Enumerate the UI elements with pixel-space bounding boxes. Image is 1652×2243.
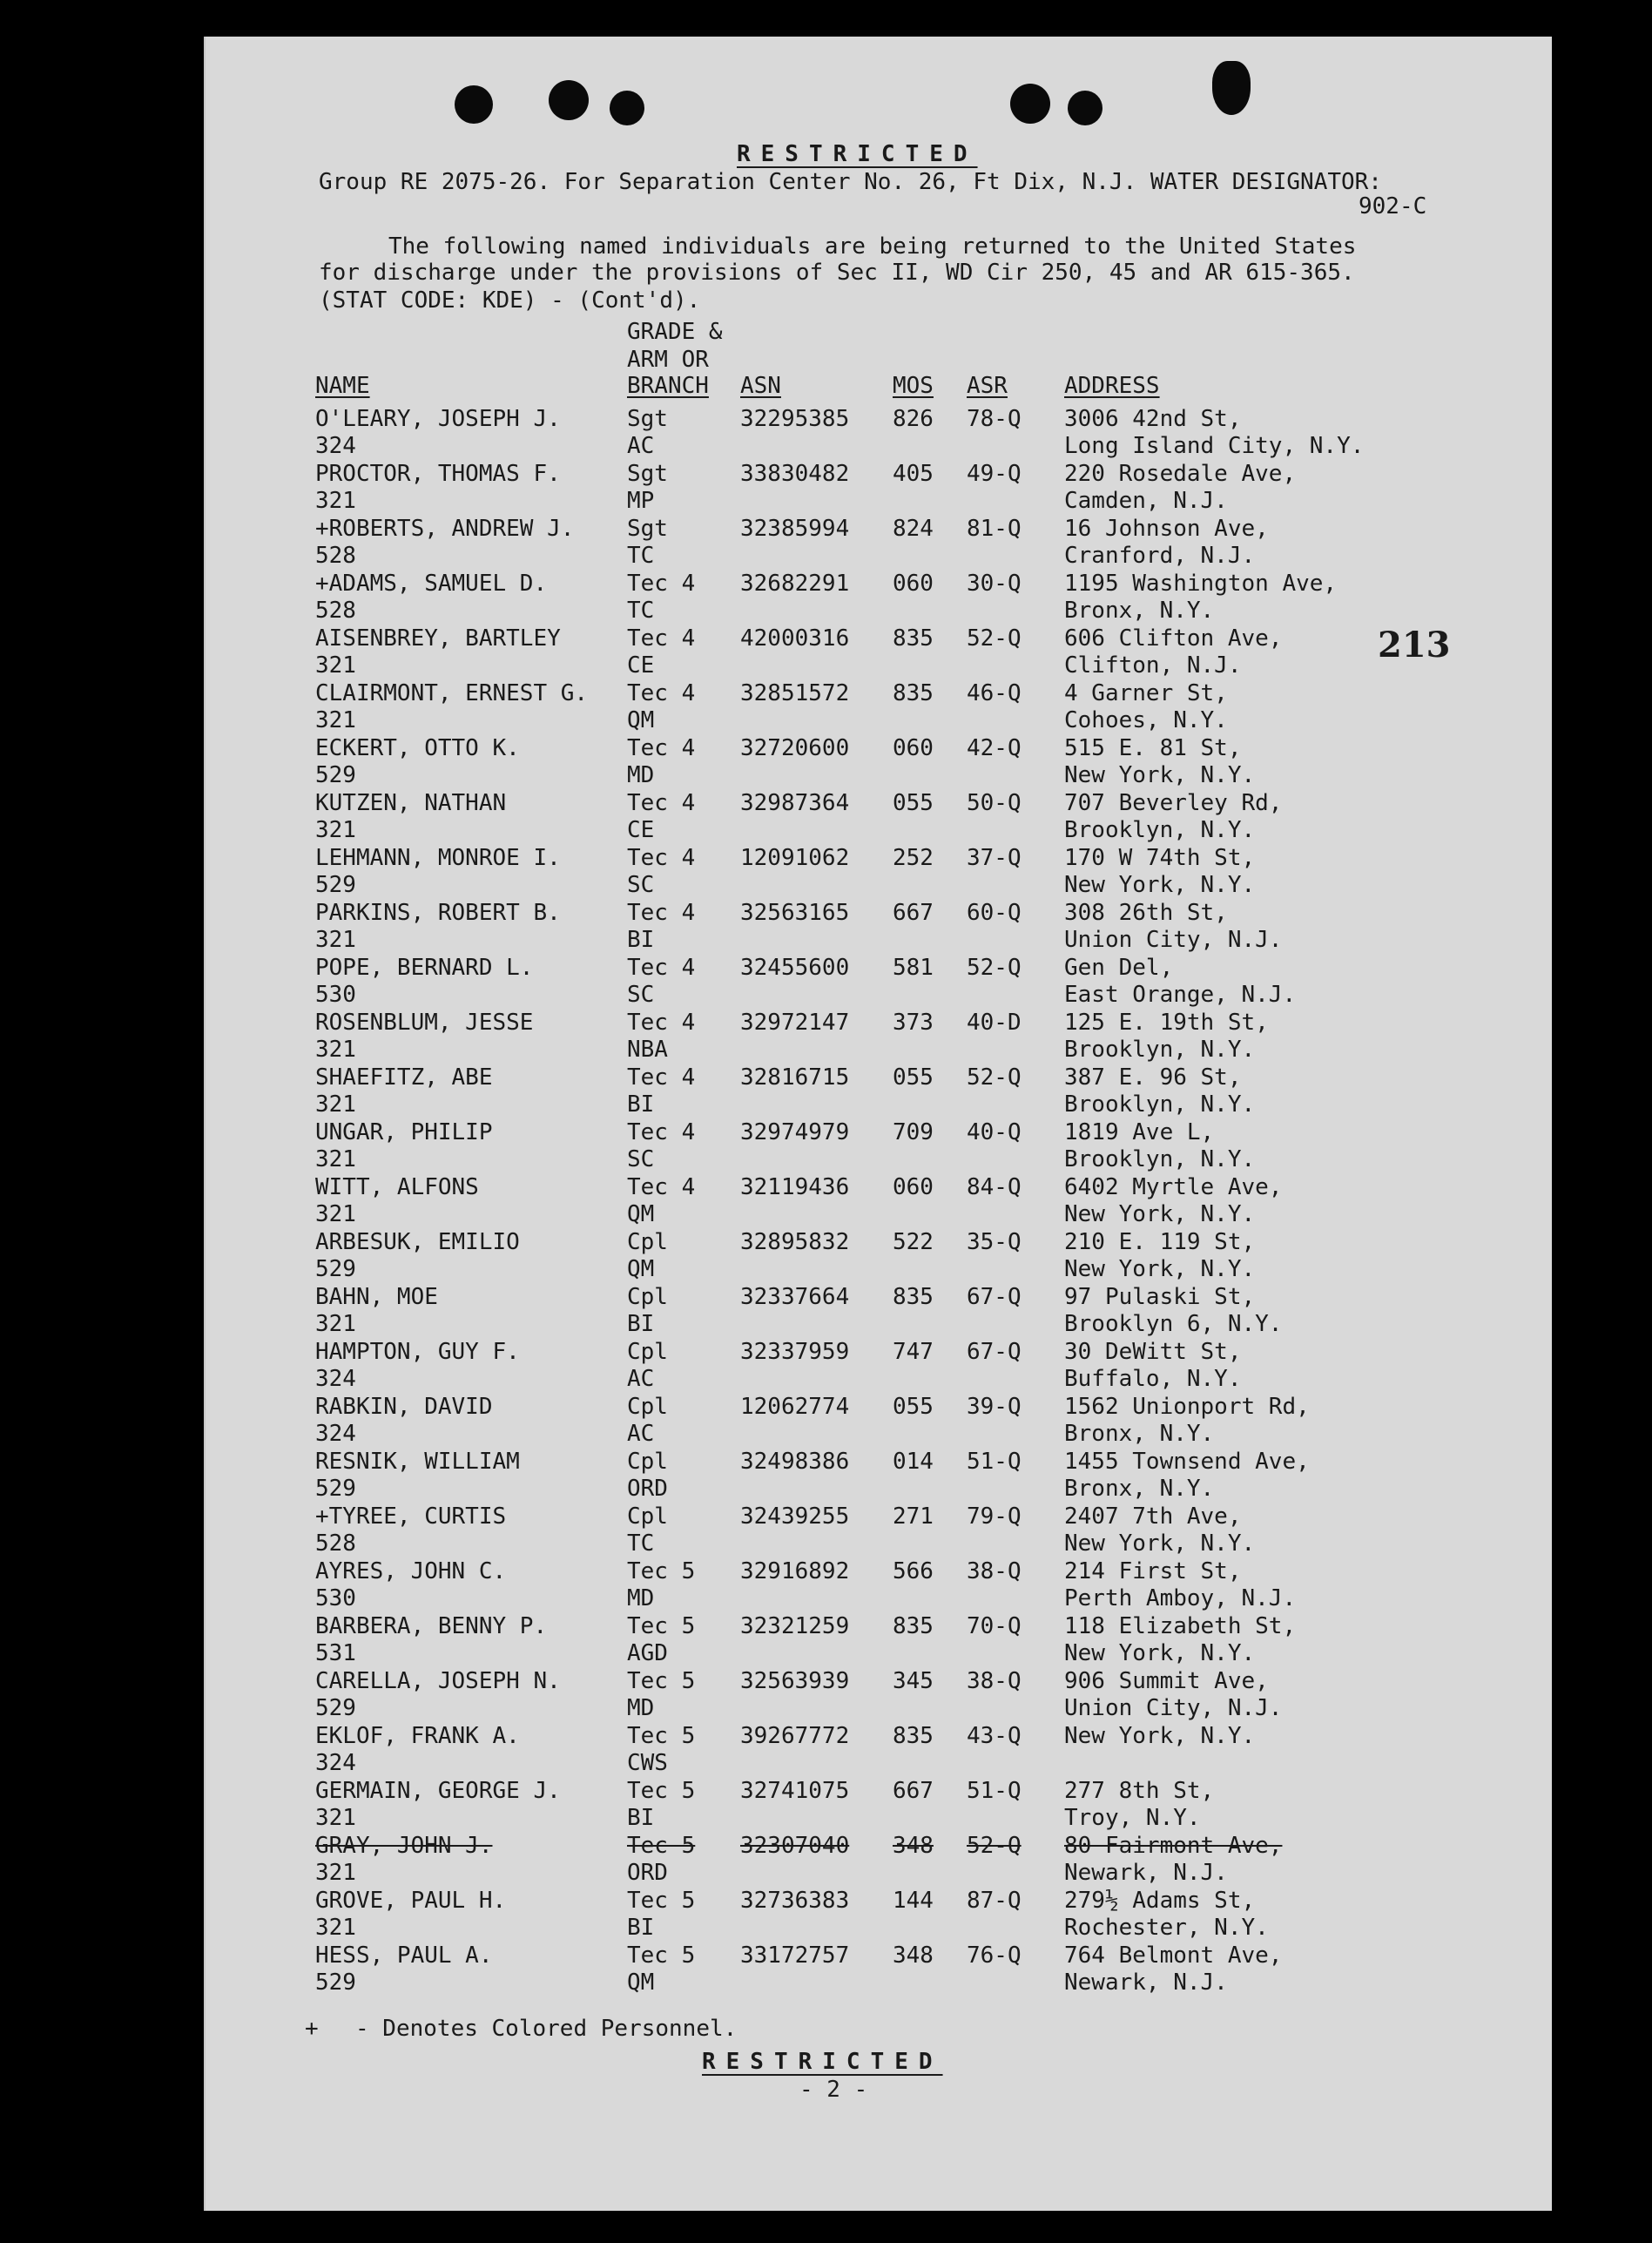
row-mos: 373: [893, 1010, 934, 1036]
row-address-line-1: 214 First St,: [1064, 1558, 1242, 1584]
row-branch: QM: [627, 1256, 655, 1282]
row-mos: 348: [893, 1833, 934, 1859]
row-branch: MD: [627, 1695, 655, 1721]
row-mos: 824: [893, 516, 934, 542]
row-address-line-2: New York, N.Y.: [1064, 1530, 1256, 1557]
row-name: KUTZEN, NATHAN: [315, 790, 507, 816]
row-unit-code: 531: [315, 1640, 356, 1666]
row-grade: Tec 5: [627, 1668, 696, 1694]
row-branch: MD: [627, 1585, 655, 1611]
row-unit-code: 529: [315, 762, 356, 788]
row-grade: Tec 5: [627, 1613, 696, 1639]
row-asr: 79-Q: [967, 1503, 1022, 1530]
row-grade: Tec 4: [627, 1010, 696, 1036]
row-address-line-2: Union City, N.J.: [1064, 927, 1283, 953]
row-name: POPE, BERNARD L.: [315, 955, 534, 981]
row-mos: 709: [893, 1119, 934, 1145]
row-address-line-2: Bronx, N.Y.: [1064, 1421, 1215, 1447]
row-name: ECKERT, OTTO K.: [315, 735, 520, 761]
row-name: PARKINS, ROBERT B.: [315, 900, 561, 926]
punch-hole: [549, 80, 589, 120]
column-header-branch: BRANCH: [627, 373, 709, 399]
row-address-line-1: 125 E. 19th St,: [1064, 1010, 1269, 1036]
row-address-line-1: 6402 Myrtle Ave,: [1064, 1174, 1283, 1200]
row-asr: 70-Q: [967, 1613, 1022, 1639]
row-branch: BI: [627, 1805, 655, 1831]
row-asn: 33172757: [740, 1942, 850, 1969]
row-grade: Tec 4: [627, 845, 696, 871]
row-mos: 835: [893, 1284, 934, 1310]
row-branch: BI: [627, 1915, 655, 1941]
row-asr: 30-Q: [967, 571, 1022, 597]
row-asn: 32337664: [740, 1284, 850, 1310]
row-asn: 12062774: [740, 1394, 850, 1420]
row-grade: Sgt: [627, 461, 668, 487]
row-branch: TC: [627, 598, 655, 624]
row-branch: SC: [627, 982, 655, 1008]
row-asr: 67-Q: [967, 1339, 1022, 1365]
row-branch: AC: [627, 1421, 655, 1447]
stamp-number: 213: [1378, 625, 1451, 665]
row-asr: 60-Q: [967, 900, 1022, 926]
row-unit-code: 324: [315, 1366, 356, 1392]
row-mos: 014: [893, 1449, 934, 1475]
row-grade: Cpl: [627, 1229, 668, 1255]
row-asn: 12091062: [740, 845, 850, 871]
restricted-heading-bottom: RESTRICTED: [702, 2049, 943, 2075]
row-address-line-2: Camden, N.J.: [1064, 488, 1228, 514]
row-name: AISENBREY, BARTLEY: [315, 625, 561, 652]
row-address-line-1: Gen Del,: [1064, 955, 1174, 981]
row-asn: 32498386: [740, 1449, 850, 1475]
row-asn: 32972147: [740, 1010, 850, 1036]
row-asn: 32295385: [740, 406, 850, 432]
row-grade: Tec 4: [627, 790, 696, 816]
row-mos: 348: [893, 1942, 934, 1969]
row-address-line-1: 606 Clifton Ave,: [1064, 625, 1283, 652]
row-asn: 32563165: [740, 900, 850, 926]
row-name: SHAEFITZ, ABE: [315, 1064, 493, 1091]
row-unit-code: 529: [315, 1969, 356, 1996]
row-address-line-1: 80 Fairmont Ave,: [1064, 1833, 1283, 1859]
row-unit-code: 321: [315, 1037, 356, 1063]
row-asr: 40-D: [967, 1010, 1022, 1036]
row-mos: 667: [893, 900, 934, 926]
row-name: O'LEARY, JOSEPH J.: [315, 406, 561, 432]
row-asn: 32439255: [740, 1503, 850, 1530]
row-address-line-2: New York, N.Y.: [1064, 1201, 1256, 1227]
row-address-line-1: 906 Summit Ave,: [1064, 1668, 1269, 1694]
row-mos: 055: [893, 1394, 934, 1420]
row-name: WITT, ALFONS: [315, 1174, 479, 1200]
row-asn: 32337959: [740, 1339, 850, 1365]
row-mos: 835: [893, 625, 934, 652]
row-asr: 42-Q: [967, 735, 1022, 761]
row-branch: AGD: [627, 1640, 668, 1666]
row-name: CARELLA, JOSEPH N.: [315, 1668, 561, 1694]
row-address-line-2: New York, N.Y.: [1064, 762, 1256, 788]
row-name: +ROBERTS, ANDREW J.: [315, 516, 575, 542]
row-asr: 39-Q: [967, 1394, 1022, 1420]
row-asn: 32720600: [740, 735, 850, 761]
row-address-line-2: Brooklyn, N.Y.: [1064, 817, 1256, 843]
row-mos: 060: [893, 571, 934, 597]
row-mos: 405: [893, 461, 934, 487]
row-mos: 144: [893, 1888, 934, 1914]
row-unit-code: 321: [315, 927, 356, 953]
row-grade: Cpl: [627, 1339, 668, 1365]
row-address-line-2: Perth Amboy, N.J.: [1064, 1585, 1297, 1611]
row-grade: Sgt: [627, 406, 668, 432]
row-address-line-1: 3006 42nd St,: [1064, 406, 1242, 432]
row-grade: Tec 5: [627, 1778, 696, 1804]
row-grade: Cpl: [627, 1394, 668, 1420]
row-name: GERMAIN, GEORGE J.: [315, 1778, 561, 1804]
row-mos: 345: [893, 1668, 934, 1694]
row-branch: TC: [627, 1530, 655, 1557]
column-header-grade-2: ARM OR: [627, 347, 709, 373]
row-unit-code: 321: [315, 1311, 356, 1337]
row-address-line-1: 1195 Washington Ave,: [1064, 571, 1338, 597]
row-grade: Tec 4: [627, 1119, 696, 1145]
column-header-mos: MOS: [893, 373, 934, 399]
row-mos: 055: [893, 1064, 934, 1091]
row-grade: Tec 4: [627, 735, 696, 761]
row-asn: 32916892: [740, 1558, 850, 1584]
row-asr: 35-Q: [967, 1229, 1022, 1255]
row-grade: Cpl: [627, 1449, 668, 1475]
row-asn: 32741075: [740, 1778, 850, 1804]
row-mos: 747: [893, 1339, 934, 1365]
row-address-line-2: Buffalo, N.Y.: [1064, 1366, 1242, 1392]
row-branch: QM: [627, 1969, 655, 1996]
row-asn: 32455600: [740, 955, 850, 981]
row-address-line-2: Brooklyn, N.Y.: [1064, 1037, 1256, 1063]
row-unit-code: 321: [315, 817, 356, 843]
row-grade: Tec 4: [627, 955, 696, 981]
row-unit-code: 321: [315, 1146, 356, 1172]
row-address-line-1: 4 Garner St,: [1064, 680, 1228, 706]
row-name: HESS, PAUL A.: [315, 1942, 493, 1969]
row-asn: 32736383: [740, 1888, 850, 1914]
punch-hole: [610, 91, 644, 125]
row-address-line-2: Long Island City, N.Y.: [1064, 433, 1365, 459]
row-address-line-2: Rochester, N.Y.: [1064, 1915, 1269, 1941]
row-name: LEHMANN, MONROE I.: [315, 845, 561, 871]
row-address-line-1: 1455 Townsend Ave,: [1064, 1449, 1310, 1475]
row-branch: BI: [627, 927, 655, 953]
row-asr: 87-Q: [967, 1888, 1022, 1914]
row-asr: 52-Q: [967, 1833, 1022, 1859]
row-asr: 38-Q: [967, 1668, 1022, 1694]
row-unit-code: 324: [315, 1421, 356, 1447]
row-name: HAMPTON, GUY F.: [315, 1339, 520, 1365]
row-unit-code: 530: [315, 1585, 356, 1611]
row-asn: 42000316: [740, 625, 850, 652]
intro-line-2: for discharge under the provisions of Sec II, WD Cir 250, 45 and AR 615-365.: [319, 260, 1355, 286]
row-grade: Tec 4: [627, 1064, 696, 1091]
row-name: EKLOF, FRANK A.: [315, 1723, 520, 1749]
row-address-line-1: 1562 Unionport Rd,: [1064, 1394, 1310, 1420]
row-unit-code: 528: [315, 1530, 356, 1557]
row-address-line-1: 220 Rosedale Ave,: [1064, 461, 1297, 487]
row-branch: SC: [627, 1146, 655, 1172]
row-branch: ORD: [627, 1860, 668, 1886]
row-asn: 33830482: [740, 461, 850, 487]
row-branch: SC: [627, 872, 655, 898]
row-address-line-1: 277 8th St,: [1064, 1778, 1215, 1804]
water-designator-value: 902-C: [1359, 193, 1427, 220]
row-grade: Tec 5: [627, 1833, 696, 1859]
row-address-line-1: 515 E. 81 St,: [1064, 735, 1242, 761]
row-asr: 51-Q: [967, 1778, 1022, 1804]
row-unit-code: 321: [315, 1860, 356, 1886]
row-unit-code: 324: [315, 433, 356, 459]
row-grade: Tec 4: [627, 625, 696, 652]
restricted-heading-top: RESTRICTED: [737, 141, 978, 167]
column-header-grade-1: GRADE &: [627, 319, 723, 345]
row-address-line-1: 764 Belmont Ave,: [1064, 1942, 1283, 1969]
row-grade: Tec 4: [627, 900, 696, 926]
row-name: ROSENBLUM, JESSE: [315, 1010, 534, 1036]
row-asn: 32321259: [740, 1613, 850, 1639]
row-address-line-2: Clifton, N.J.: [1064, 652, 1242, 679]
row-unit-code: 321: [315, 652, 356, 679]
row-asn: 32563939: [740, 1668, 850, 1694]
row-asr: 78-Q: [967, 406, 1022, 432]
row-name: GROVE, PAUL H.: [315, 1888, 507, 1914]
row-address-line-2: Cohoes, N.Y.: [1064, 707, 1228, 733]
row-mos: 835: [893, 1613, 934, 1639]
row-unit-code: 529: [315, 1256, 356, 1282]
row-mos: 060: [893, 735, 934, 761]
intro-line-3: (STAT CODE: KDE) - (Cont'd).: [319, 287, 701, 314]
row-asn: 39267772: [740, 1723, 850, 1749]
row-branch: TC: [627, 543, 655, 569]
row-address-line-2: Troy, N.Y.: [1064, 1805, 1201, 1831]
row-branch: CE: [627, 652, 655, 679]
row-name: CLAIRMONT, ERNEST G.: [315, 680, 589, 706]
row-asn: 32987364: [740, 790, 850, 816]
row-asn: 32851572: [740, 680, 850, 706]
row-address-line-2: East Orange, N.J.: [1064, 982, 1297, 1008]
row-name: +ADAMS, SAMUEL D.: [315, 571, 548, 597]
legend-text: - Denotes Colored Personnel.: [355, 2016, 738, 2042]
row-unit-code: 529: [315, 1695, 356, 1721]
row-grade: Tec 4: [627, 680, 696, 706]
row-unit-code: 321: [315, 1915, 356, 1941]
row-address-line-1: 97 Pulaski St,: [1064, 1284, 1256, 1310]
row-address-line-2: New York, N.Y.: [1064, 1640, 1256, 1666]
row-name: RESNIK, WILLIAM: [315, 1449, 520, 1475]
row-unit-code: 321: [315, 1091, 356, 1118]
row-branch: AC: [627, 1366, 655, 1392]
row-address-line-1: 118 Elizabeth St,: [1064, 1613, 1297, 1639]
row-address-line-1: 279½ Adams St,: [1064, 1888, 1256, 1914]
row-address-line-2: Bronx, N.Y.: [1064, 598, 1215, 624]
row-grade: Tec 5: [627, 1723, 696, 1749]
column-header-address: ADDRESS: [1064, 373, 1160, 399]
row-branch: MP: [627, 488, 655, 514]
row-asn: 32385994: [740, 516, 850, 542]
row-address-line-1: New York, N.Y.: [1064, 1723, 1256, 1749]
punch-hole: [455, 85, 493, 124]
row-address-line-1: 308 26th St,: [1064, 900, 1228, 926]
row-grade: Tec 5: [627, 1942, 696, 1969]
row-address-line-2: Newark, N.J.: [1064, 1969, 1228, 1996]
row-asr: 50-Q: [967, 790, 1022, 816]
row-name: PROCTOR, THOMAS F.: [315, 461, 561, 487]
row-address-line-1: 170 W 74th St,: [1064, 845, 1256, 871]
row-mos: 835: [893, 680, 934, 706]
row-branch: BI: [627, 1311, 655, 1337]
row-asr: 52-Q: [967, 955, 1022, 981]
punch-hole: [1068, 91, 1102, 125]
row-grade: Cpl: [627, 1284, 668, 1310]
row-name: UNGAR, PHILIP: [315, 1119, 493, 1145]
row-address-line-1: 707 Beverley Rd,: [1064, 790, 1283, 816]
row-address-line-2: Union City, N.J.: [1064, 1695, 1283, 1721]
row-mos: 055: [893, 790, 934, 816]
row-asn: 32119436: [740, 1174, 850, 1200]
row-unit-code: 321: [315, 488, 356, 514]
row-asr: 38-Q: [967, 1558, 1022, 1584]
row-branch: ORD: [627, 1476, 668, 1502]
row-asn: 32682291: [740, 571, 850, 597]
row-asr: 52-Q: [967, 1064, 1022, 1091]
row-asr: 67-Q: [967, 1284, 1022, 1310]
row-address-line-2: Newark, N.J.: [1064, 1860, 1228, 1886]
row-asr: 46-Q: [967, 680, 1022, 706]
legend-mark: +: [305, 2016, 319, 2042]
row-address-line-2: New York, N.Y.: [1064, 1256, 1256, 1282]
row-branch: QM: [627, 707, 655, 733]
row-unit-code: 528: [315, 598, 356, 624]
row-address-line-2: New York, N.Y.: [1064, 872, 1256, 898]
row-asr: 51-Q: [967, 1449, 1022, 1475]
row-name: AYRES, JOHN C.: [315, 1558, 507, 1584]
row-asr: 52-Q: [967, 625, 1022, 652]
row-unit-code: 321: [315, 707, 356, 733]
row-asn: 32816715: [740, 1064, 850, 1091]
row-address-line-1: 30 DeWitt St,: [1064, 1339, 1242, 1365]
row-unit-code: 321: [315, 1805, 356, 1831]
row-branch: BI: [627, 1091, 655, 1118]
row-mos: 581: [893, 955, 934, 981]
row-grade: Cpl: [627, 1503, 668, 1530]
row-unit-code: 324: [315, 1750, 356, 1776]
row-unit-code: 529: [315, 872, 356, 898]
row-branch: NBA: [627, 1037, 668, 1063]
row-address-line-1: 2407 7th Ave,: [1064, 1503, 1242, 1530]
row-asr: 84-Q: [967, 1174, 1022, 1200]
row-address-line-2: Brooklyn, N.Y.: [1064, 1091, 1256, 1118]
row-mos: 667: [893, 1778, 934, 1804]
row-address-line-1: 387 E. 96 St,: [1064, 1064, 1242, 1091]
row-branch: CWS: [627, 1750, 668, 1776]
row-mos: 252: [893, 845, 934, 871]
row-asr: 40-Q: [967, 1119, 1022, 1145]
row-name: BAHN, MOE: [315, 1284, 438, 1310]
row-branch: QM: [627, 1201, 655, 1227]
page-number: - 2 -: [799, 2077, 868, 2103]
row-mos: 271: [893, 1503, 934, 1530]
row-name: RABKIN, DAVID: [315, 1394, 493, 1420]
row-grade: Tec 5: [627, 1558, 696, 1584]
row-mos: 826: [893, 406, 934, 432]
row-address-line-1: 16 Johnson Ave,: [1064, 516, 1269, 542]
row-unit-code: 321: [315, 1201, 356, 1227]
row-grade: Sgt: [627, 516, 668, 542]
column-header-name: NAME: [315, 373, 370, 399]
row-asr: 81-Q: [967, 516, 1022, 542]
column-header-asn: ASN: [740, 373, 781, 399]
intro-line-1: The following named individuals are being returned to the United States: [388, 233, 1357, 260]
row-unit-code: 530: [315, 982, 356, 1008]
row-grade: Tec 4: [627, 571, 696, 597]
row-asr: 49-Q: [967, 461, 1022, 487]
row-address-line-2: Cranford, N.J.: [1064, 543, 1256, 569]
group-line: Group RE 2075-26. For Separation Center No. 26, Ft Dix, N.J. WATER DESIGNATOR:: [319, 169, 1382, 195]
row-mos: 835: [893, 1723, 934, 1749]
row-name: GRAY, JOHN J.: [315, 1833, 493, 1859]
row-asr: 43-Q: [967, 1723, 1022, 1749]
row-address-line-2: Brooklyn, N.Y.: [1064, 1146, 1256, 1172]
row-grade: Tec 4: [627, 1174, 696, 1200]
row-name: +TYREE, CURTIS: [315, 1503, 507, 1530]
row-mos: 566: [893, 1558, 934, 1584]
row-asr: 37-Q: [967, 845, 1022, 871]
row-mos: 522: [893, 1229, 934, 1255]
row-address-line-2: Bronx, N.Y.: [1064, 1476, 1215, 1502]
row-address-line-1: 210 E. 119 St,: [1064, 1229, 1256, 1255]
column-header-asr: ASR: [967, 373, 1008, 399]
punch-hole: [1010, 84, 1050, 124]
row-branch: AC: [627, 433, 655, 459]
row-unit-code: 529: [315, 1476, 356, 1502]
row-branch: CE: [627, 817, 655, 843]
row-asn: 32307040: [740, 1833, 850, 1859]
row-name: BARBERA, BENNY P.: [315, 1613, 548, 1639]
row-address-line-2: Brooklyn 6, N.Y.: [1064, 1311, 1283, 1337]
row-asn: 32974979: [740, 1119, 850, 1145]
row-name: ARBESUK, EMILIO: [315, 1229, 520, 1255]
row-mos: 060: [893, 1174, 934, 1200]
row-asr: 76-Q: [967, 1942, 1022, 1969]
row-branch: MD: [627, 762, 655, 788]
punch-hole: [1212, 61, 1251, 115]
row-grade: Tec 5: [627, 1888, 696, 1914]
row-unit-code: 528: [315, 543, 356, 569]
row-asn: 32895832: [740, 1229, 850, 1255]
row-address-line-1: 1819 Ave L,: [1064, 1119, 1215, 1145]
